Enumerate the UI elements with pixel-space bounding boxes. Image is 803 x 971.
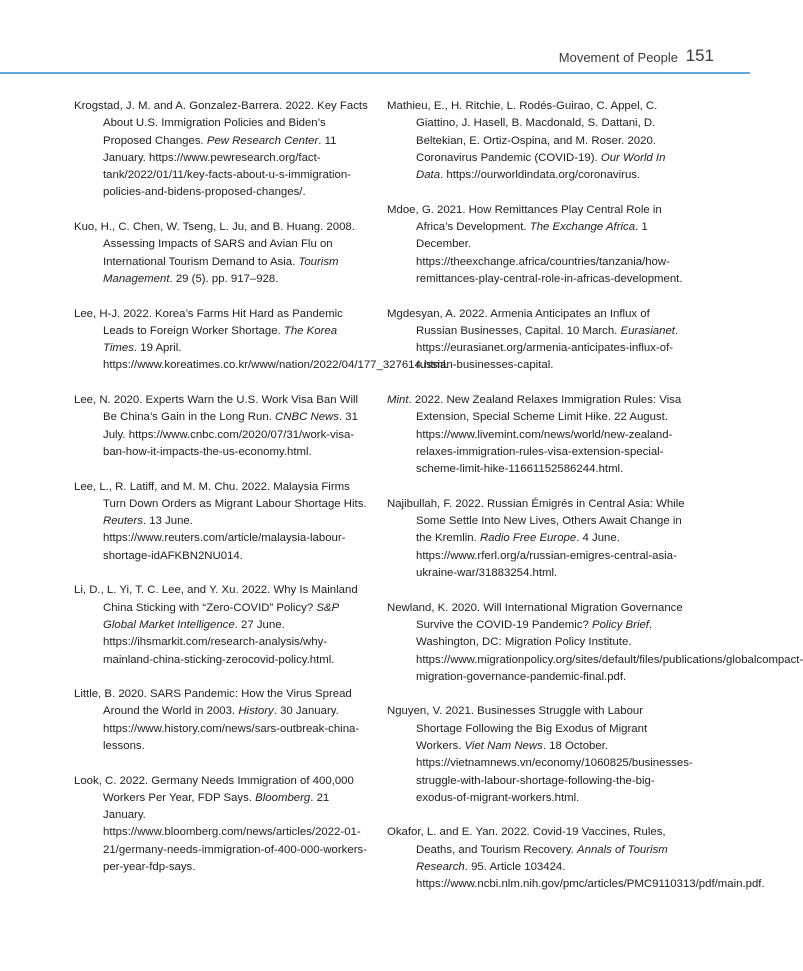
reference-entry: Nguyen, V. 2021. Businesses Struggle with Labour Shortage Following the Big Exodus of Migrant Workers. Viet Nam News. 18 October. https://vietnamnews.vn/economy/1060825/businesses-struggle-with-labour-shortage-following-the-big-exodus-of-migrant-workers.html. (387, 705, 693, 804)
reference-entry: Krogstad, J. M. and A. Gonzalez-Barrera. 2022. Key Facts About U.S. Immigration Policies and Biden’s Proposed Changes. Pew Research Center. 11 January. https://www.pewresearch.org/fact-tank/2022/01/11/key-facts-about-u-s-immigration-policies-and-bidens-proposed-changes/. (74, 100, 368, 199)
reference-entry: Mint. 2022. New Zealand Relaxes Immigration Rules: Visa Extension, Special Scheme Limit Hike. 22 August. https://www.livemint.com/news/world/new-zealand-relaxes-immigration-rules-visa-extension-special-scheme-limit-hike-11661152586244.html. (387, 394, 682, 476)
references-left-column (74, 98, 449, 894)
reference-entry: Najibullah, F. 2022. Russian Émigrés in Central Asia: While Some Settle Into New Lives, Others Await Change in the Kremlin. Radio Free Europe. 4 June. https://www.rferl.org/a/russian-emigres-central-asia-ukraine-war/31883254.html. (387, 497, 685, 580)
reference-entry: Mathieu, E., H. Ritchie, L. Rodés-Guirao, C. Appel, C. Giattino, J. Hasell, B. Macdonald, S. Dattani, D. Beltekian, E. Ortiz-Ospina, and M. Roser. 2020. Coronavirus Pandemic (COVID-19). Our World In Data. https://ourworldindata.org/coronavirus. (387, 100, 666, 182)
page-header (0, 0, 750, 74)
reference-entry: Little, B. 2020. SARS Pandemic: How the Virus Spread Around the World in 2003. History. 30 January. https://www.history.com/news/sars-outbreak-china-lessons. (74, 688, 360, 752)
references-right-column (387, 98, 803, 911)
running-header-title: Movement of People (558, 50, 678, 65)
reference-entry: Newland, K. 2020. Will International Migration Governance Survive the COVID-19 Pandemic? Policy Brief. Washington, DC: Migration Policy Institute. https://www.migrationpolicy.org/sites/default/files/publications/globalcompact-migration-governance-pandemic-final.pdf. (387, 601, 803, 683)
reference-entry: Lee, H-J. 2022. Korea’s Farms Hit Hard as Pandemic Leads to Foreign Worker Shortage. The Korea Times. 19 April. https://www.koreatimes.co.kr/www/nation/2022/04/177_327614.html. (74, 307, 449, 372)
page-number: 151 (685, 46, 714, 65)
reference-entry: Mgdesyan, A. 2022. Armenia Anticipates an Influx of Russian Businesses, Capital. 10 March. Eurasianet. https://eurasianet.org/armenia-anticipates-influx-of-russian-businesses-capital. (387, 307, 679, 372)
reference-entry: Kuo, H., C. Chen, W. Tseng, L. Ju, and B. Huang. 2008. Assessing Impacts of SARS and Avian Flu on International Tourism Demand to Asia. Tourism Management. 29 (5). pp. 917–928. (74, 221, 355, 285)
reference-entry: Mdoe, G. 2021. How Remittances Play Central Role in Africa’s Development. The Exchange Africa. 1 December. https://theexchange.africa/countries/tanzania/how-remittances-play-central-role-in-africas-development. (387, 203, 683, 285)
reference-entry: Li, D., L. Yi, T. C. Lee, and Y. Xu. 2022. Why Is Mainland China Sticking with “Zero-COVID” Policy? S&P Global Market Intelligence. 27 June. https://ihsmarkit.com/research-analysis/why-mainland-china-sticking-zerocovid-policy.html. (74, 584, 358, 666)
reference-entry: Okafor, L. and E. Yan. 2022. Covid-19 Vaccines, Rules, Deaths, and Tourism Recovery. Annals of Tourism Research. 95. Article 103424. https://www.ncbi.nlm.nih.gov/pmc/articles/PMC9110313/pdf/main.pdf. (387, 826, 765, 891)
reference-entry: Look, C. 2022. Germany Needs Immigration of 400,000 Workers Per Year, FDP Says. Bloomberg. 21 January. https://www.bloomberg.com/news/articles/2022-01-21/germany-needs-immigration-of-400-000-workers-per-year-fdp-says. (74, 774, 367, 874)
reference-entry: Lee, N. 2020. Experts Warn the U.S. Work Visa Ban Will Be China’s Gain in the Long Run. CNBC News. 31 July. https://www.cnbc.com/2020/07/31/work-visa-ban-how-it-impacts-the-us-economy.html. (74, 394, 359, 458)
reference-entry: Lee, L., R. Latiff, and M. M. Chu. 2022. Malaysia Firms Turn Down Orders as Migrant Labour Shortage Hits. Reuters. 13 June. https://www.reuters.com/article/malaysia-labour-shortage-idAFKBN2NU014. (74, 480, 367, 562)
header-divider (0, 72, 750, 74)
